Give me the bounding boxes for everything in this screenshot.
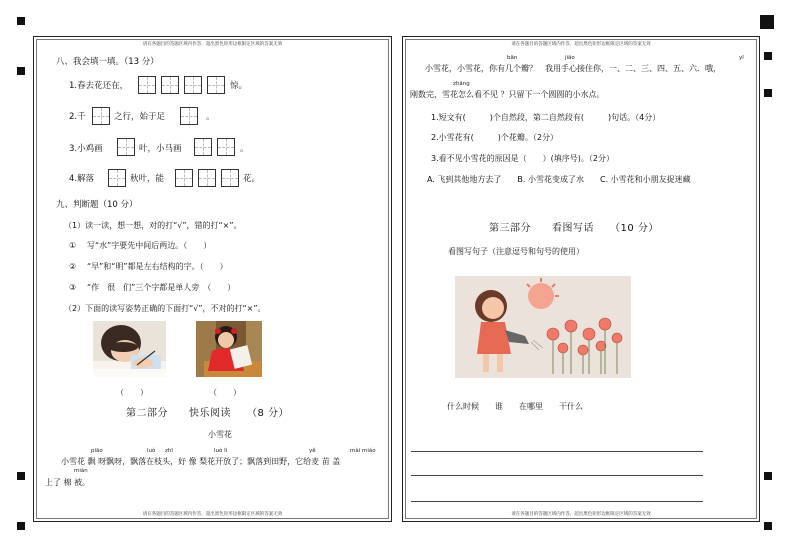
judge-item-num: ② xyxy=(69,262,77,271)
registration-mark xyxy=(17,67,25,75)
answer-box[interactable] xyxy=(161,76,179,94)
q4-end: 花。 xyxy=(243,174,261,184)
writing-line[interactable] xyxy=(411,451,703,452)
posture-answer-b[interactable]: （ ） xyxy=(209,388,241,397)
q2-mid: 之行，始于足 xyxy=(114,112,166,122)
answer-panel-right xyxy=(402,36,760,522)
pinyin: yī xyxy=(739,55,744,61)
judge-instruction-1: （1）读一读，想一想，对的打“√”，错的打“×”。 xyxy=(64,221,242,230)
answer-box[interactable] xyxy=(117,138,135,156)
child-writing-photo xyxy=(93,321,166,377)
answer-box[interactable] xyxy=(217,138,235,156)
q2-text: 2.千 xyxy=(69,112,86,122)
passage-line: 刚数完，雪花怎么看不见 ？只留下一个圆圆的小水点。 xyxy=(410,90,605,99)
registration-mark xyxy=(760,15,774,29)
part3-title: 第三部分 看图写话 （10 分） xyxy=(489,223,659,234)
section8-title: 八、我会填一填。（13 分） xyxy=(56,57,159,67)
part2-title: 第二部分 快乐阅读 （8 分） xyxy=(126,408,290,419)
q3-end: 。 xyxy=(240,144,249,154)
writing-prompt-words: 什么时候 谁 在哪里 干什么 xyxy=(447,402,583,411)
reading-question[interactable]: 2.小雪花有( )个花瓣。（2分） xyxy=(431,133,558,142)
q1-text: 1.春去花还在， xyxy=(69,81,129,91)
posture-answer-a[interactable]: （ ） xyxy=(116,388,148,397)
pinyin: yě xyxy=(309,448,316,454)
answer-box[interactable] xyxy=(194,138,212,156)
writing-line[interactable] xyxy=(411,475,703,476)
pinyin: mián xyxy=(74,468,88,474)
girl-watering-flowers-picture xyxy=(455,276,631,378)
answer-area-notice: 请在各题目的答题区域内作答，超出黑色矩形边框限定区域的答案无效 xyxy=(142,512,283,517)
answer-area-notice: 请在各题目的答题区域内作答，超出黑色矩形边框限定区域的答案无效 xyxy=(511,42,651,47)
reading-question[interactable]: 3.看不见小雪花的原因是（ ）(填序号)。（2分） xyxy=(431,154,614,163)
passage-title: 小雪花 xyxy=(208,430,232,439)
answer-box[interactable] xyxy=(180,107,198,125)
q1-end: 惊。 xyxy=(230,81,248,91)
pinyin: mài miáo xyxy=(350,448,376,454)
q3-text: 3.小鸡画 xyxy=(69,144,103,154)
girl-reading-photo xyxy=(196,321,262,377)
pinyin: zhāng xyxy=(453,81,470,87)
judge-item-num: ③ xyxy=(69,283,77,292)
writing-line[interactable] xyxy=(411,501,703,502)
q3-mid: 叶，小马画 xyxy=(139,144,182,154)
judge-item-text[interactable]: “早”和“明”都是左右结构的字。（ ） xyxy=(87,262,228,271)
answer-panel-left xyxy=(33,36,392,522)
passage-line: 小雪花 飘 呀飘呀，飘落在枝头，好 像 梨花开放了；飘落到田野，它给麦 苗 盖 xyxy=(61,457,341,466)
answer-box[interactable] xyxy=(138,76,156,94)
answer-box[interactable] xyxy=(108,169,126,187)
registration-mark xyxy=(17,17,25,25)
registration-mark xyxy=(17,472,25,480)
q4-mid: 秋叶，能 xyxy=(130,174,165,184)
registration-mark xyxy=(764,89,772,97)
registration-mark xyxy=(764,52,772,60)
pinyin: piāo xyxy=(91,448,103,454)
section9-title: 九、判断题（10 分） xyxy=(56,200,138,210)
answer-box[interactable] xyxy=(184,76,202,94)
passage-line: 上了 棉 被。 xyxy=(45,478,91,487)
judge-item-text[interactable]: 写“水”字要先中间后两边。（ ） xyxy=(87,241,212,250)
pinyin: luò xyxy=(147,448,156,454)
answer-area-notice: 请在各题目的答题区域内作答，超出黑色矩形边框限定区域的答案无效 xyxy=(511,512,651,517)
registration-mark xyxy=(764,472,772,480)
answer-area-notice: 请在各题目的答题区域内作答，超出黑色矩形边框限定区域的答案无效 xyxy=(142,42,283,47)
writing-instruction: 看图写句子（注意逗号和句号的使用） xyxy=(448,247,584,256)
q4-text: 4.解落 xyxy=(69,174,95,184)
registration-mark xyxy=(764,522,772,530)
answer-box[interactable] xyxy=(207,76,225,94)
judge-item-num: ① xyxy=(69,241,77,250)
pinyin: bān xyxy=(507,55,518,61)
registration-mark xyxy=(17,522,25,530)
judge-item-text[interactable]: “作 很 们”三个字都是单人旁 （ ） xyxy=(87,283,236,292)
pinyin: luò lì xyxy=(214,448,228,454)
answer-options: A. 飞到其他地方去了 B. 小雪花变成了水 C. 小雪花和小朋友捉迷藏 xyxy=(427,175,691,184)
reading-question[interactable]: 1.短文有( )个自然段，第二自然段有( )句话。（4分） xyxy=(431,113,661,122)
passage-line: 小雪花，小雪花，你有几个瓣？ 我用手心接住你，一、二、三、四、五、六．哦， xyxy=(425,64,721,73)
pinyin: jiāo xyxy=(565,55,575,61)
answer-box[interactable] xyxy=(92,107,110,125)
judge-instruction-2: （2）下面的读写姿势正确的下面打“√”，不对的打“×”。 xyxy=(64,304,266,313)
answer-box[interactable] xyxy=(221,169,239,187)
answer-box[interactable] xyxy=(198,169,216,187)
q2-end: 。 xyxy=(206,112,215,122)
pinyin: zhī xyxy=(165,448,173,454)
answer-box[interactable] xyxy=(175,169,193,187)
